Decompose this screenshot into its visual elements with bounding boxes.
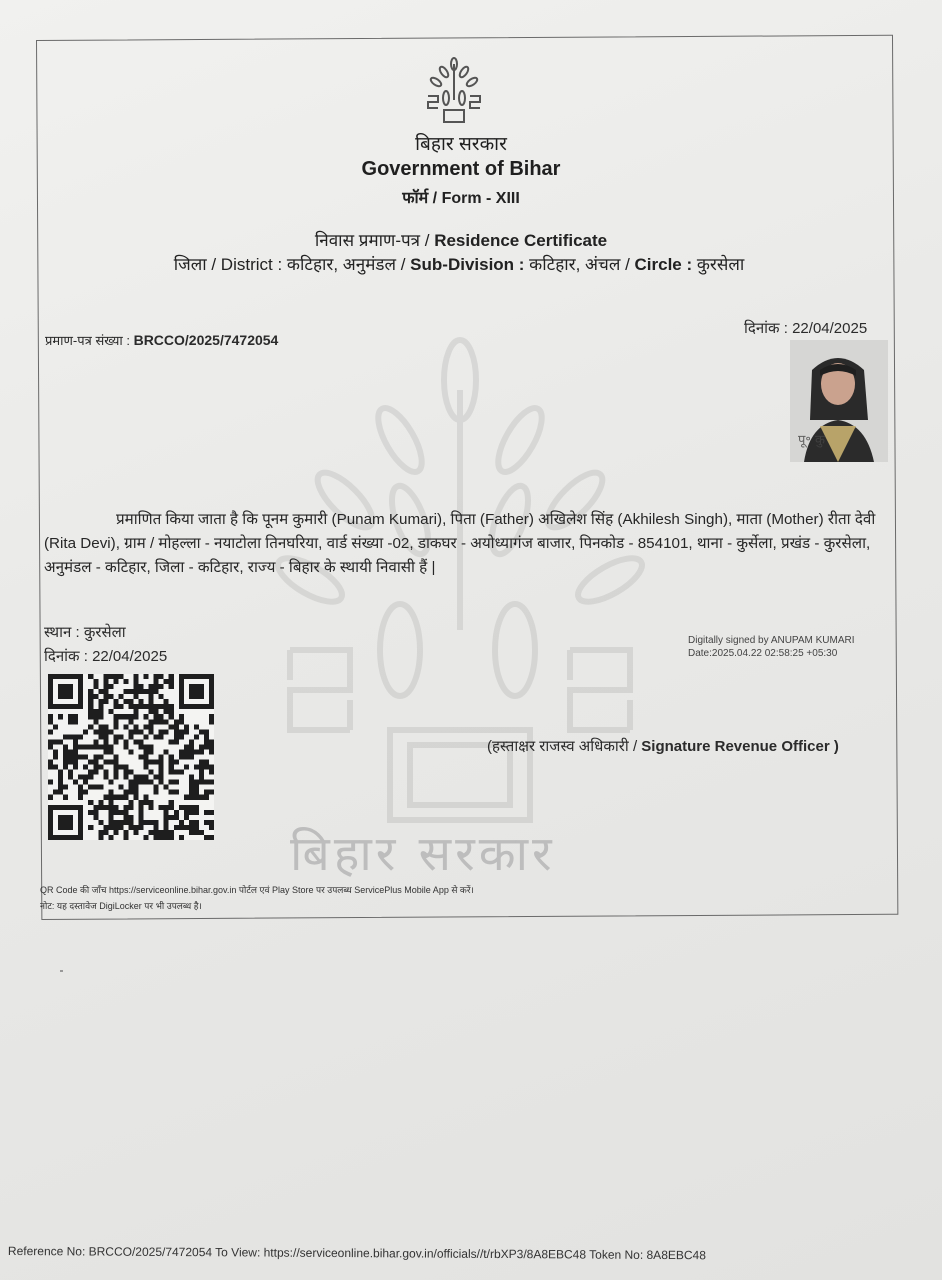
- person-photo-icon: [790, 340, 888, 462]
- digital-signed-date: Date:2025.04.22 02:58:25 +05:30: [688, 648, 838, 659]
- digital-signature-info: [688, 634, 855, 660]
- digital-signed-by: Digitally signed by ANUPAM KUMARI: [688, 635, 855, 646]
- government-title: Government of Bihar: [361, 158, 561, 180]
- applicant-photo: [790, 340, 888, 462]
- government-title-hindi: बिहार सरकार: [415, 134, 507, 155]
- certificate-title-english: Residence Certificate: [434, 231, 608, 250]
- certificate-number-value: BRCCO/2025/7472054: [133, 332, 279, 348]
- bihar-emblem-icon: [418, 56, 490, 128]
- district-value: कटिहार,: [286, 255, 343, 274]
- issue-date-bottom: दिनांक : 22/04/2025: [44, 648, 168, 665]
- circle-label-hindi: अंचल /: [585, 255, 635, 274]
- qr-verification-note: QR Code की जाँच https://serviceonline.bihar.gov.in पोर्टल एवं Play Store पर उपलब्ध ServicePlus Mobile App से करें।: [40, 885, 474, 895]
- district-label: जिला / District :: [173, 255, 287, 274]
- certificate-number-label: प्रमाण-पत्र संख्या :: [45, 333, 134, 348]
- place: स्थान : कुरसेला: [44, 624, 126, 641]
- jurisdiction-line: [0, 252, 930, 275]
- signature-label-hindi: (हस्ताक्षर राजस्व अधिकारी /: [487, 738, 642, 755]
- issue-date-top: [744, 318, 867, 338]
- form-number: फॉर्म / Form - XIII: [402, 190, 520, 207]
- circle-value: कुरसेला: [696, 255, 745, 274]
- circle-label: Circle :: [634, 255, 697, 274]
- reference-footer: Reference No: BRCCO/2025/7472054 To View: https://serviceonline.bihar.gov.in/officials//t/rbXP3/8A8EBC48 Token No: 8A8EBC48: [7, 1244, 706, 1263]
- svg-text:पू॰ कु: पू॰ कु: [798, 433, 826, 448]
- certificate-title: [0, 228, 932, 251]
- speck: [60, 970, 63, 972]
- signature-label: Signature Revenue Officer ): [641, 738, 839, 755]
- digilocker-note: नोट: यह दस्तावेज DigiLocker पर भी उपलब्ध है।: [40, 901, 202, 911]
- subdivision-label-hindi: अनुमंडल /: [342, 255, 411, 274]
- subdivision-value: कटिहार,: [529, 255, 586, 274]
- issue-date-label: दिनांक :: [744, 320, 793, 337]
- qr-code[interactable]: [48, 672, 214, 842]
- bihar-emblem-watermark: [250, 330, 670, 890]
- certificate-body: प्रमाणित किया जाता है कि पूनम कुमारी (Punam Kumari), पिता (Father) अखिलेश सिंह (Akhilesh Singh), माता (Mother) रीता देवी (Rita Devi), ग्राम / मोहल्ला - नयाटोला तिनघरिया, वार्ड संख्या -02, डाकघर - अयोध्यागंज बाजार, पिनकोड - 854101, थाना - कुर्सेला, प्रखंड - कुरसेला, अनुमंडल - कटिहार, जिला - कटिहार, राज्य - बिहार के स्थायी निवासी हैं |: [44, 511, 876, 576]
- subdivision-label: Sub-Division :: [410, 255, 530, 274]
- certificate-number: [45, 331, 278, 349]
- issue-date-value: 22/04/2025: [792, 320, 868, 337]
- certificate-title-hindi: निवास प्रमाण-पत्र /: [314, 231, 435, 250]
- watermark-text: बिहार सरकार: [290, 826, 556, 882]
- signature-caption: [487, 736, 839, 756]
